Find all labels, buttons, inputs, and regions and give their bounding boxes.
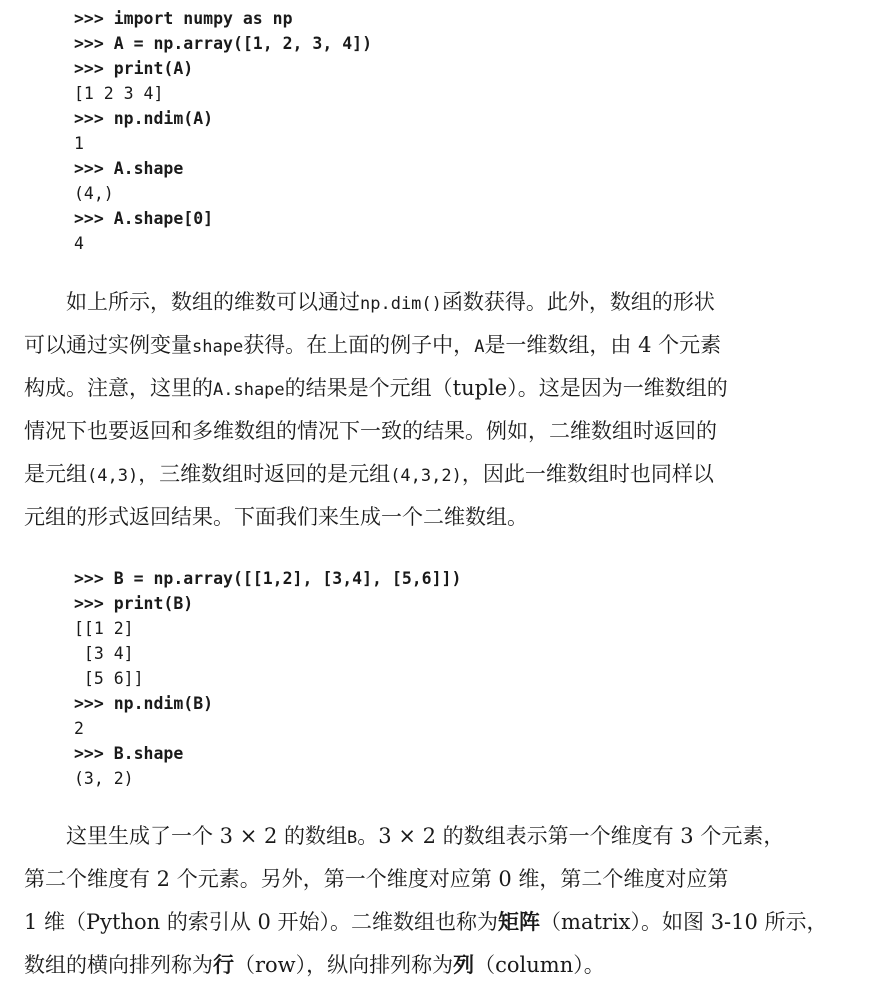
code-input-line: >>> A = np.array([1, 2, 3, 4]) [74, 34, 373, 53]
inline-code: (4,3) [87, 466, 139, 486]
text-run: ，三维数组时返回的是元组 [138, 462, 391, 486]
code-output-line: [5 6]] [74, 669, 144, 688]
paragraph-line [24, 901, 854, 944]
text-run: （column）。 [474, 953, 605, 977]
code-input-line: >>> print(B) [74, 594, 194, 613]
paragraph-line [24, 944, 854, 987]
code-input-line: >>> A.shape[0] [74, 209, 214, 228]
text-run: 数组的横向排列称为 [24, 953, 213, 977]
text-run: 构成。注意，这里的 [24, 376, 213, 400]
paragraph-line [24, 410, 854, 453]
bold-term: 列 [453, 953, 475, 977]
code-input-line: >>> print(A) [74, 59, 194, 78]
text-run: 元组的形式返回结果。下面我们来生成一个二维数组。 [24, 505, 528, 529]
paragraph-line [24, 815, 854, 858]
code-output-line: 1 [74, 134, 84, 153]
text-run: 。3 × 2 的数组表示第一个维度有 3 个元素， [357, 824, 785, 848]
code-input-line: >>> np.ndim(A) [74, 109, 214, 128]
code-output-line: (4,) [74, 184, 114, 203]
paragraph-line [24, 858, 854, 901]
text-run: 这里生成了一个 3 × 2 的数组 [24, 824, 348, 848]
code-output-line: [1 2 3 4] [74, 84, 164, 103]
code-input-line: >>> np.ndim(B) [74, 694, 214, 713]
paragraph-line [24, 367, 854, 410]
text-run: 可以通过实例变量 [24, 333, 192, 357]
code-output-line: 4 [74, 234, 84, 253]
text-run: 是元组 [24, 462, 87, 486]
bold-term: 矩阵 [498, 910, 541, 934]
inline-code: A [474, 337, 485, 357]
code-output-line: (3, 2) [74, 769, 134, 788]
paragraph-line [24, 281, 854, 324]
paragraph-2 [24, 815, 854, 987]
text-run: 是一维数组，由 4 个元素 [484, 333, 722, 357]
inline-code: A.shape [213, 380, 285, 400]
text-run: 第二个维度有 2 个元素。另外，第一个维度对应第 0 维，第二个维度对应第 [24, 867, 729, 891]
code-input-line: >>> B.shape [74, 744, 184, 763]
paragraph-1 [24, 281, 854, 539]
paragraph-line [24, 324, 854, 367]
text-run: 函数获得。此外，数组的形状 [441, 290, 715, 314]
text-run: 如上所示，数组的维数可以通过 [24, 290, 360, 314]
text-run: （matrix）。如图 3-10 所示， [540, 910, 828, 934]
text-run: 1 维（Python 的索引从 0 开始）。二维数组也称为 [24, 910, 499, 934]
code-input-line: >>> A.shape [74, 159, 184, 178]
paragraph-line [24, 453, 854, 496]
inline-code: (4,3,2) [390, 466, 462, 486]
bold-term: 行 [213, 953, 234, 977]
text-run: 情况下也要返回和多维数组的情况下一致的结果。例如，二维数组时返回的 [24, 419, 717, 443]
code-block-2 [74, 566, 461, 791]
paragraph-line [24, 496, 854, 539]
code-output-line: 2 [74, 719, 84, 738]
code-output-line: [3 4] [74, 644, 134, 663]
text-run: ，因此一维数组时也同样以 [461, 462, 714, 486]
text-run: 的结果是个元组（tuple）。这是因为一维数组的 [284, 376, 728, 400]
inline-code: shape [192, 337, 244, 357]
inline-code: np.dim() [360, 294, 442, 314]
code-input-line: >>> B = np.array([[1,2], [3,4], [5,6]]) [74, 569, 462, 588]
inline-code: B [347, 828, 358, 848]
text-run: 获得。在上面的例子中， [243, 333, 475, 357]
text-run: （row），纵向排列称为 [234, 953, 454, 977]
code-output-line: [[1 2] [74, 619, 134, 638]
code-block-1 [74, 6, 372, 256]
code-input-line: >>> import numpy as np [74, 9, 293, 28]
